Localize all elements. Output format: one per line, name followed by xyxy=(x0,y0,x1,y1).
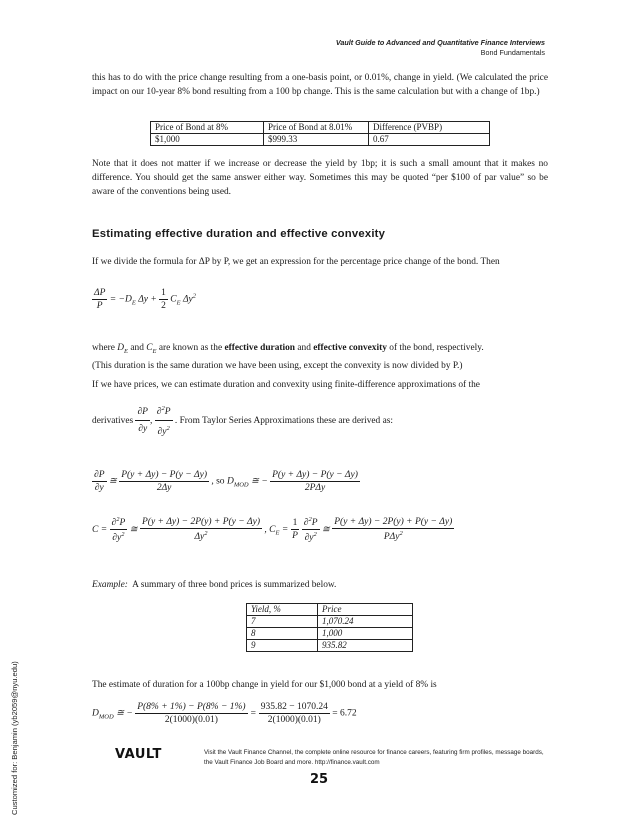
table-header-cell: Price of Bond at 8% xyxy=(151,122,264,134)
table-row xyxy=(151,134,490,146)
table-header-cell: Difference (PVBP) xyxy=(369,122,490,134)
paragraph-duration-estimate: The estimate of duration for a 100bp change in yield for our $1,000 bond at a yield of 8% is xyxy=(92,680,437,690)
table-header-cell: Price xyxy=(318,604,413,616)
table-cell: 7 xyxy=(247,616,318,628)
vault-logo: VAULT xyxy=(115,747,162,762)
table-row xyxy=(247,616,413,628)
paragraph-effective-definitions: where $D_E$ and $C_E$ are known as the effective duration and effective convexity of the bond, respectively. (This duration is the same duration we have been using, except the convexity is now divided by P.) xyxy=(92,343,484,371)
footer-note: Visit the Vault Finance Channel, the complete online resource for finance careers, featuring firm profiles, message boards, the Vault Finance Job Board and more. http://finance.vault.com xyxy=(204,749,544,766)
table-row xyxy=(247,604,413,616)
table-cell: 8 xyxy=(247,628,318,640)
section-heading: Estimating effective duration and effective convexity xyxy=(92,228,386,240)
table-header-cell: Price of Bond at 8.01% xyxy=(264,122,369,134)
running-header-subtitle: Bond Fundamentals xyxy=(480,48,545,57)
pvbp-table xyxy=(150,121,490,146)
running-header-title: Vault Guide to Advanced and Quantitative Finance Interviews xyxy=(335,38,545,47)
table-cell: 1,070.24 xyxy=(318,616,413,628)
table-row xyxy=(247,628,413,640)
table-cell: 9 xyxy=(247,640,318,652)
equation-price-change: $\frac{\Delta P}{P}$ = $-D_E$ Δy + $\frac{1}{2}$ $C_E$ $\Delta y^2$ xyxy=(94,288,197,311)
equation-duration-approx: $\frac{\partial P}{\partial y}$ ≅ $\frac{P(y + \Delta y) - P(y - \Delta y)}{2\Delta y}$ , so $D_{MOD}$ ≅ − $\frac{P(y + \Delta y) - P(y - \Delta y)}{\text{2PΔy}}$ xyxy=(94,470,358,493)
equation-convexity-approx: C = $\frac{\partial^2P}{\partial y^2}$ ≅ $\frac{P(y + \Delta y) - 2P(y) + P(y - \Delta y)}{\Delta y^2}$ , $C_E$ = $\frac{1}{P}$ $\frac{\partial^2P}{\partial y^2}$ ≅ $\frac{P(y + \Delta y) - 2P(y) + P(y - \Delta y)}{P\Delta y^2}$ xyxy=(92,516,453,544)
yield-price-table xyxy=(246,603,413,652)
customized-for-sidebar: Customized for: Benjamin (yb2059@nyu.edu) xyxy=(10,661,19,815)
paragraph-finite-difference: If we have prices, we can estimate duration and convexity using finite-difference approximations of the xyxy=(92,380,480,390)
table-row xyxy=(247,640,413,652)
table-header-cell: Yield, % xyxy=(247,604,318,616)
paragraph-derivatives: derivatives $\frac{\partial P}{\partial y}$ , $\frac{\partial^2P}{\partial y^2}$ . From Taylor Series Approximations these are derived as: xyxy=(92,402,548,439)
page-number: 25 xyxy=(310,772,329,787)
table-cell: $999.33 xyxy=(264,134,369,146)
paragraph-conventions: Note that it does not matter if we increase or decrease the yield by 1bp; it is such a small amount that it makes no difference. You should get the same answer either way. Sometimes this may be quoted “per $100 of par value” so be aware of the conventions being used. xyxy=(92,159,548,197)
paragraph-percentage-change: If we divide the formula for ΔP by P, we get an expression for the percentage price change of the bond. Then xyxy=(92,257,500,267)
table-cell: 935.82 xyxy=(318,640,413,652)
table-cell: $1,000 xyxy=(151,134,264,146)
table-cell: 0.67 xyxy=(369,134,490,146)
table-cell: 1,000 xyxy=(318,628,413,640)
paragraph-pvbp-intro: this has to do with the price change resulting from a one-basis point, or 0.01%, change in yield. (We calculated the price impact on our 10-year 8% bond resulting from a 100 bp change. This is the same calculation but with a change of 1bp.) xyxy=(92,73,548,97)
paragraph-example: Example: A summary of three bond prices is summarized below. xyxy=(92,580,337,590)
equation-duration-result: $D_{MOD}$ ≅ − $\frac{P(8\% + 1\%) - P(8\% - 1\%)}{2(1000)(0.01)}$ = $\frac{935.82 - 1070.24}{2(1000)(0.01)}$ = 6.72 xyxy=(92,702,357,725)
table-row xyxy=(151,122,490,134)
